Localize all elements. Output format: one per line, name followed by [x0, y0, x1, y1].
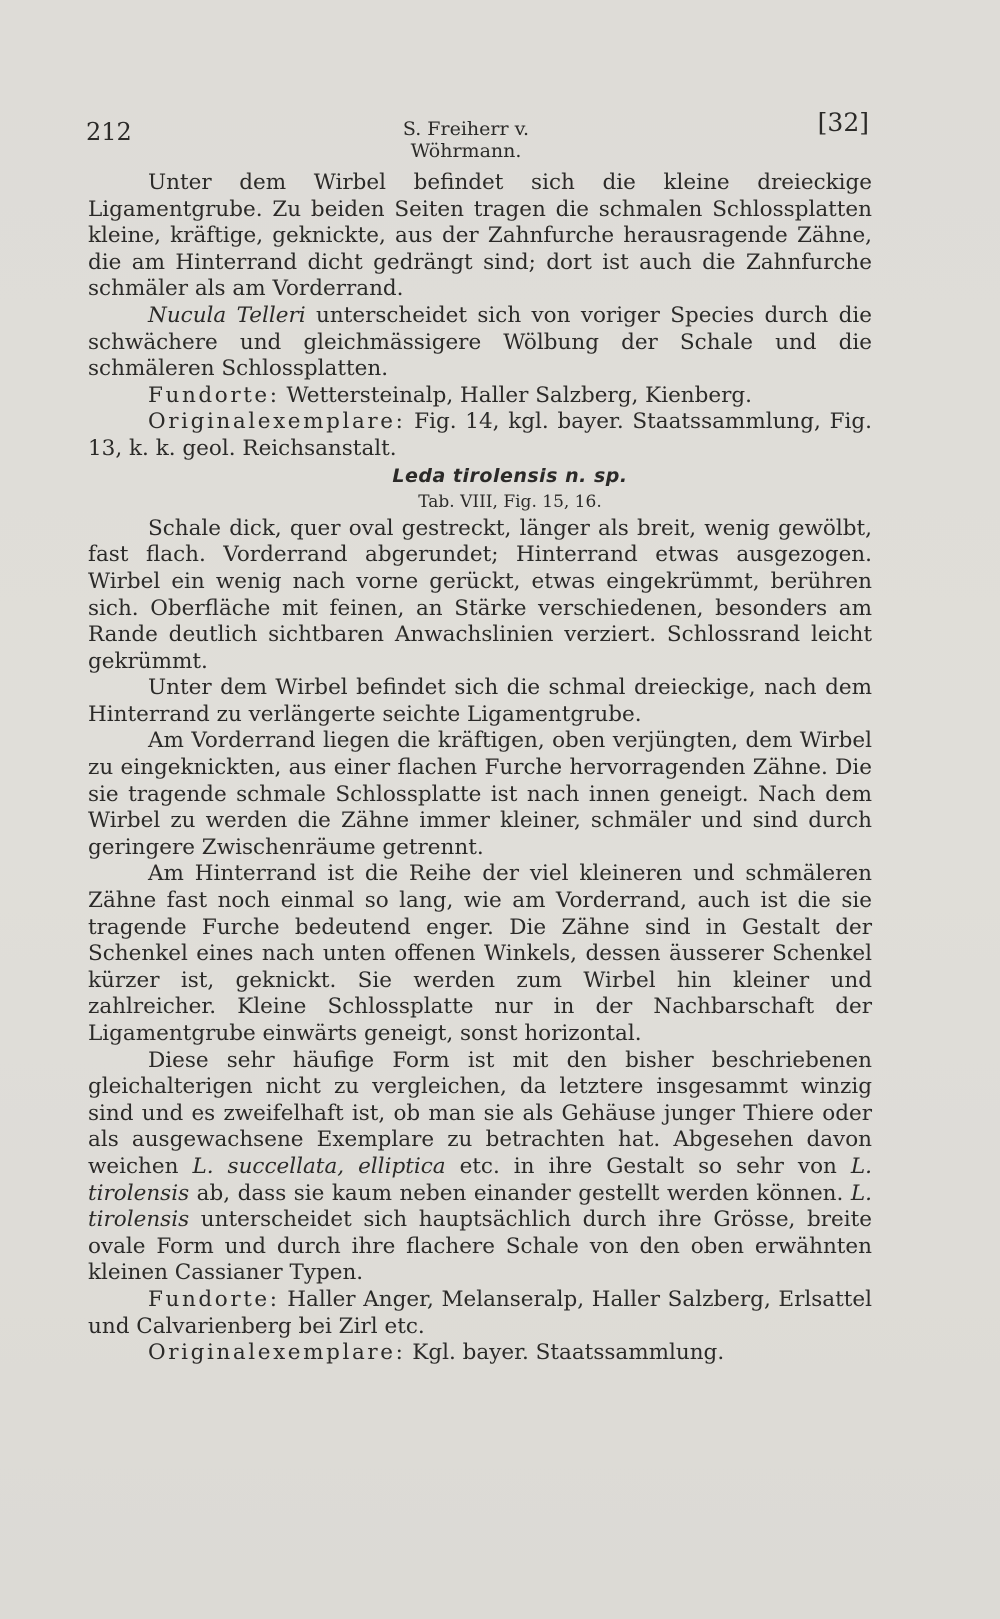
originalexemplare-label: Originalexemplare:	[148, 1340, 406, 1366]
fundorte-text: Wettersteinalp, Haller Salzberg, Kienberg.	[279, 382, 753, 408]
paragraph-ligament: Unter dem Wirbel befindet sich die kleine dreieckige Ligamentgrube. Zu beiden Seiten tragen die schmalen Schlossplatten kleine, kräftige, geknickte, aus der Zahnfurche herausragende Zähne, die am Hinterrand dicht gedrängt sind; dort ist auch die Zahnfurche schmäler als am Vorderrand.	[88, 170, 872, 302]
paragraph-originalexemplare-2	[88, 1340, 872, 1367]
paragraph-text: unterscheidet sich von voriger Species durch die schwächere und gleichmässigere Wölbung der Schale und die schmäleren Schlossplatten.	[88, 302, 872, 382]
paragraph-originalexemplare	[88, 409, 872, 462]
species-name: L. tirolensis	[88, 1180, 872, 1233]
section-plate-reference: Tab. VIII, Fig. 15, 16.	[418, 492, 602, 513]
paragraph-nucula-telleri	[88, 303, 872, 383]
paragraph-fundorte-2	[88, 1287, 872, 1340]
page-number: 212	[86, 118, 132, 146]
section-title: Leda tirolensis n. sp.	[392, 464, 628, 487]
species-name: L. tirolensis	[88, 1153, 872, 1206]
originalexemplare-text: Fig. 14, kgl. bayer. Staatssammlung, Fig. 13, k. k. geol. Reichsanstalt.	[88, 409, 872, 461]
species-name: Nucula Telleri	[148, 302, 306, 328]
paragraph-hinterrand: Am Hinterrand ist die Reihe der viel kleineren und schmäleren Zähne fast noch einmal so lang, wie am Vorderrand, auch ist die sie tragende Furche bedeutend enger. Die Zähne sind in Gestalt der Schenkel eines nach unten offenen Winkels, dessen äusserer Schenkel kürzer ist, geknickt. Sie werden zum Wirbel hin kleiner und zahlreicher. Kleine Schlossplatte nur in der Nachbarschaft der Ligamentgrube einwärts geneigt, sonst horizontal.	[88, 861, 872, 1046]
fundorte-label: Fundorte:	[148, 1286, 280, 1312]
paragraph-text: ab, dass sie kaum neben einander gestellt werden können.	[189, 1180, 851, 1206]
paragraph-wirbel: Unter dem Wirbel befindet sich die schmal dreieckige, nach dem Hinterrand zu verlängerte seichte Ligamentgrube.	[88, 675, 872, 727]
original-page-number: [32]	[817, 108, 869, 137]
fundorte-text: Haller Anger, Melanseralp, Haller Salzberg, Erlsattel und Calvarienberg bei Zirl etc.	[88, 1286, 872, 1339]
paragraph-schale: Schale dick, quer oval gestreckt, länger als breit, wenig gewölbt, fast flach. Vorderrand abgerundet; Hinterrand etwas ausgezogen. Wirbel ein wenig nach vorne gerückt, etwas eingekrümmt, berühren sich. Oberfläche mit feinen, an Stärke verschiedenen, besonders am Rande deutlich sichtbaren Anwachslinien verziert. Schlossrand leicht gekrümmt.	[88, 515, 872, 674]
body-text	[88, 170, 872, 1367]
running-author: S. Freiherr v. Wöhrmann.	[402, 118, 530, 162]
originalexemplare-label: Originalexemplare:	[148, 409, 406, 435]
paragraph-vorderrand: Am Vorderrand liegen die kräftigen, oben verjüngten, dem Wirbel zu eingeknickten, aus einer flachen Furche hervorragenden Zähne. Die sie tragende schmale Schlossplatte ist nach innen geneigt. Nach dem Wirbel zu werden die Zähne immer kleiner, schmäler und sind durch geringere Zwischenräume getrennt.	[88, 728, 872, 860]
paragraph-text: etc. in ihre Gestalt so sehr von	[445, 1153, 851, 1179]
running-header	[86, 104, 869, 162]
fundorte-label: Fundorte:	[148, 382, 280, 408]
originalexemplare-text: Kgl. bayer. Staatssammlung.	[405, 1340, 725, 1366]
paragraph-vergleich	[88, 1048, 872, 1287]
paragraph-text: unterscheidet sich hauptsächlich durch ihre Grösse, breite ovale Form und durch ihre flachere Schale von den oben erwähnten kleinen Cassianer Typen.	[88, 1207, 872, 1286]
species-name: L. succellata, elliptica	[192, 1153, 446, 1179]
paragraph-fundorte	[88, 383, 872, 410]
paragraph-text: Diese sehr häufige Form ist mit den bisher beschriebenen gleichalterigen nicht zu vergleichen, da letztere insgesammt winzig sind und es zweifelhaft ist, ob man sie als Gehäuse junger Thiere oder als ausgewachsene Exemplare zu betrachten hat. Abgesehen davon weichen	[88, 1047, 872, 1179]
